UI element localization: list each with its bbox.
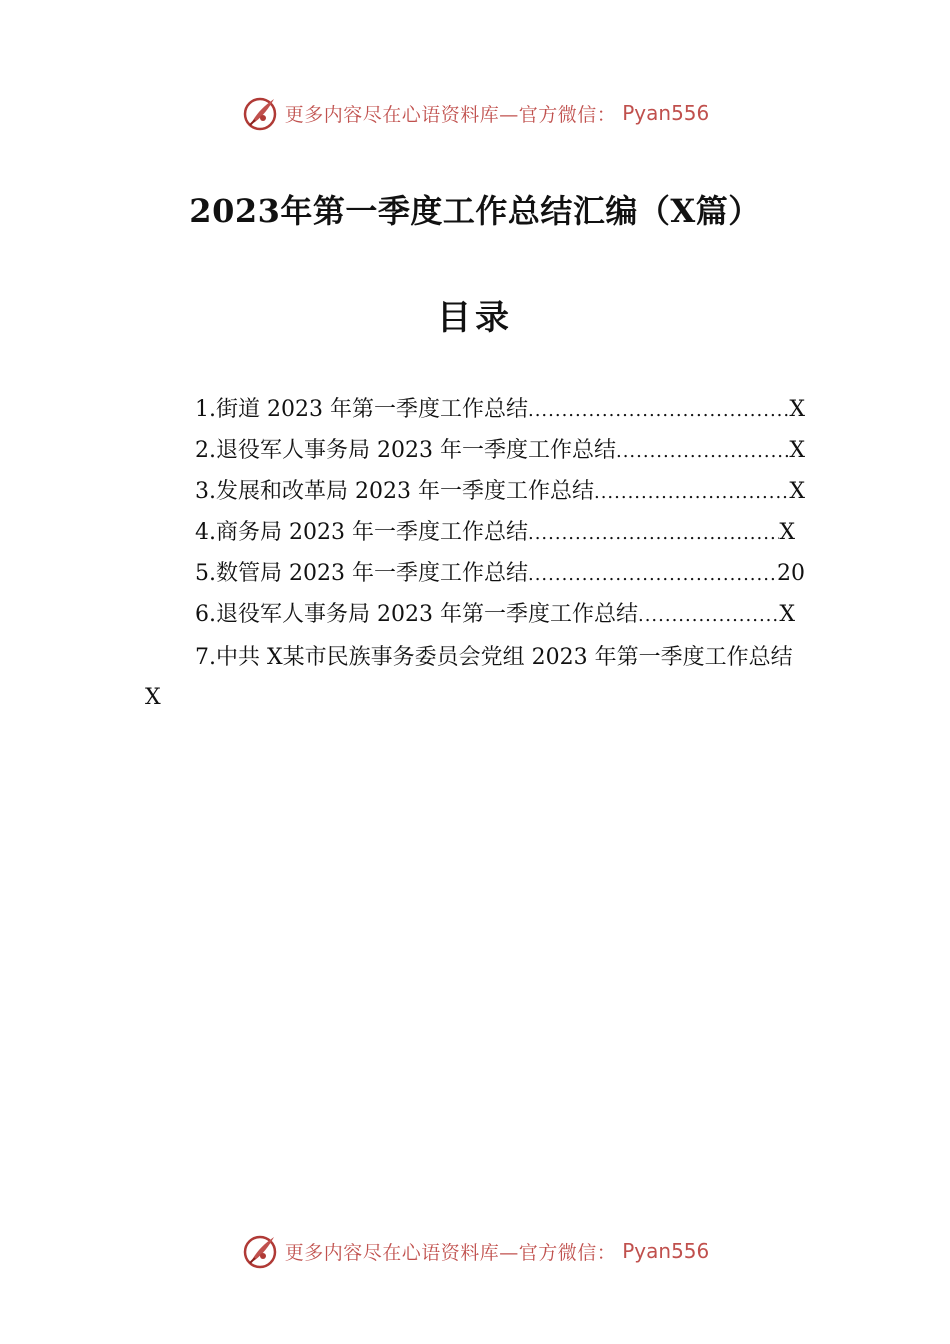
toc-item-label: 6.退役军人事务局 2023 年第一季度工作总结 [195,602,638,627]
toc-item-label: 3.发展和改革局 2023 年一季度工作总结 [195,479,594,504]
toc-item-7[interactable] [145,638,795,718]
toc-item-5[interactable] [145,556,805,597]
toc-item-page: X [145,685,161,710]
toc-item-page: X [789,479,805,504]
toc-item-page: X [789,397,805,422]
wechat-id: Pyan556 [622,1239,710,1263]
table-of-contents [145,392,805,718]
toc-item-6[interactable] [145,597,795,638]
toc-item-page: X [779,520,795,545]
toc-item-label: 2.退役军人事务局 2023 年一季度工作总结 [195,438,616,463]
toc-leader-dots [616,434,789,470]
toc-leader-dots [638,598,779,634]
toc-leader-dots [594,475,789,511]
toc-heading: 目录 [437,298,513,338]
toc-item-2[interactable] [145,433,805,474]
toc-leader-dots [528,516,779,552]
footer-banner [0,1232,950,1270]
header-banner [0,94,950,132]
toc-item-label: 1.街道 2023 年第一季度工作总结 [195,397,528,422]
toc-item-3[interactable] [145,474,805,515]
toc-item-page: 20 [777,561,805,586]
banner-text: 更多内容尽在心语资料库—官方微信： [284,103,617,126]
toc-item-label: 7.中共 X某市民族事务委员会党组 2023 年第一季度工作总结 [195,645,793,670]
quill-pen-seal-icon [241,94,279,132]
toc-item-1[interactable] [145,392,805,433]
toc-item-4[interactable] [145,515,795,556]
quill-pen-seal-icon [241,1232,279,1270]
toc-item-label: 4.商务局 2023 年一季度工作总结 [195,520,528,545]
banner-text: 更多内容尽在心语资料库—官方微信： [284,1241,617,1264]
toc-leader-dots [528,393,789,429]
toc-item-page: X [779,602,795,627]
toc-leader-dots [528,557,777,593]
wechat-id: Pyan556 [622,101,710,125]
document-title: 2023年第一季度工作总结汇编（X篇） [189,192,761,230]
toc-item-label: 5.数管局 2023 年一季度工作总结 [195,561,528,586]
toc-item-page: X [789,438,805,463]
